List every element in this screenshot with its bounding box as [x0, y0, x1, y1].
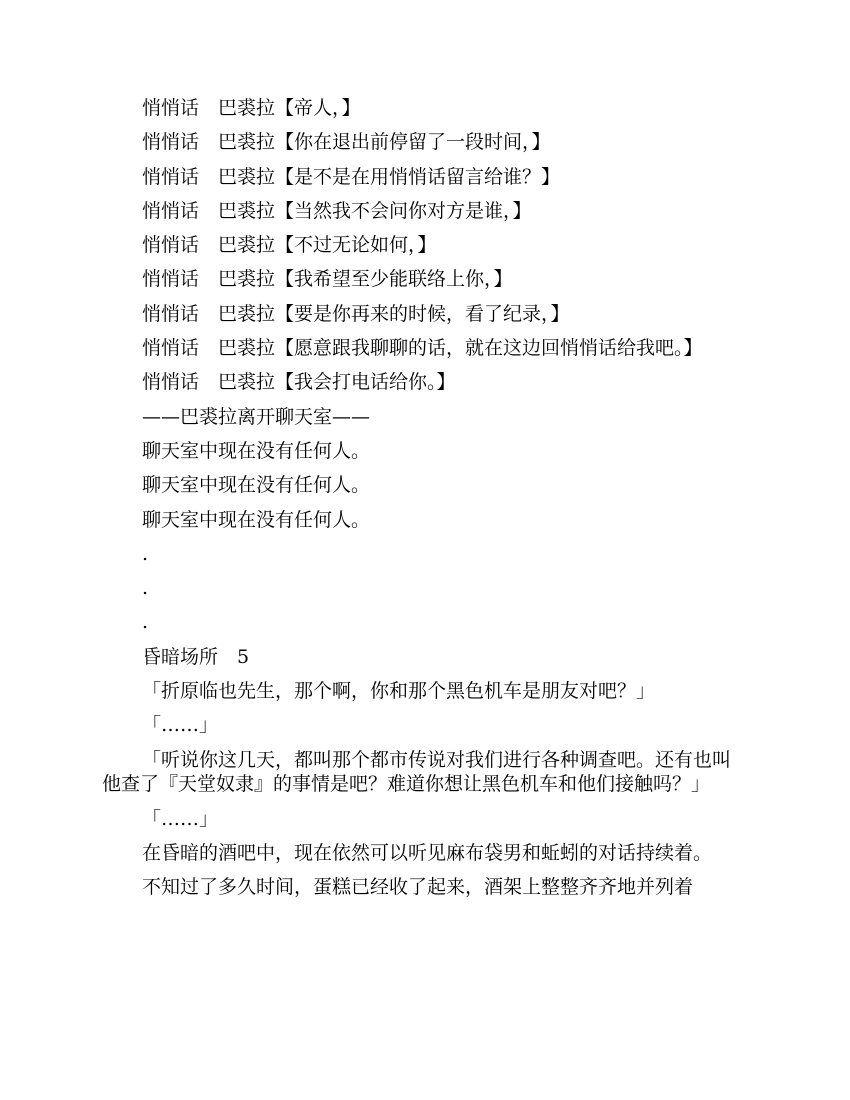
paragraph: 悄悄话 巴裘拉【不过无论如何，】: [142, 234, 437, 257]
paragraph: 悄悄话 巴裘拉【愿意跟我聊聊的话，就在这边回悄悄话给我吧。】: [142, 337, 703, 360]
paragraph: 悄悄话 巴裘拉【我希望至少能联络上你，】: [142, 268, 513, 291]
chat-system-line: 聊天室中现在没有任何人。: [142, 439, 371, 462]
paragraph: 「……」: [142, 807, 219, 830]
chat-system-line: 聊天室中现在没有任何人。: [142, 474, 371, 497]
separator-dot: .: [142, 542, 149, 565]
paragraph: 悄悄话 巴裘拉【你在退出前停留了一段时间，】: [142, 131, 551, 154]
paragraph: 悄悄话 巴裘拉【要是你再来的时候，看了纪录，】: [142, 302, 570, 325]
paragraph: 悄悄话 巴裘拉【是不是在用悄悄话留言给谁？】: [142, 165, 561, 188]
paragraph: 悄悄话 巴裘拉【我会打电话给你。】: [142, 371, 456, 394]
paragraph: 不知过了多久时间，蛋糕已经收了起来，酒架上整整齐齐地并列着: [142, 876, 694, 899]
chat-system-line: 聊天室中现在没有任何人。: [142, 508, 371, 531]
document-body: [102, 96, 746, 910]
paragraph: 在昏暗的酒吧中，现在依然可以听见麻布袋男和蚯蚓的对话持续着。: [142, 841, 713, 864]
paragraph: 悄悄话 巴裘拉【帝人，】: [142, 97, 361, 119]
chat-system-line: ——巴裘拉离开聊天室——: [142, 405, 371, 428]
paragraph: 「折原临也先生，那个啊，你和那个黑色机车是朋友对吧？」: [142, 680, 656, 703]
separator-dot: .: [142, 611, 149, 634]
section-heading: 昏暗场所 5: [142, 645, 250, 668]
separator-dot: .: [142, 577, 149, 600]
paragraph: 「听说你这几天，都叫那个都市传说对我们进行各种调查吧。还有也叫他查了『天堂奴隶』的事情是吧？难道你想让黑色机车和他们接触吗？」: [102, 748, 732, 796]
paragraph: 悄悄话 巴裘拉【当然我不会问你对方是谁，】: [142, 199, 532, 222]
paragraph: 「……」: [142, 714, 219, 737]
